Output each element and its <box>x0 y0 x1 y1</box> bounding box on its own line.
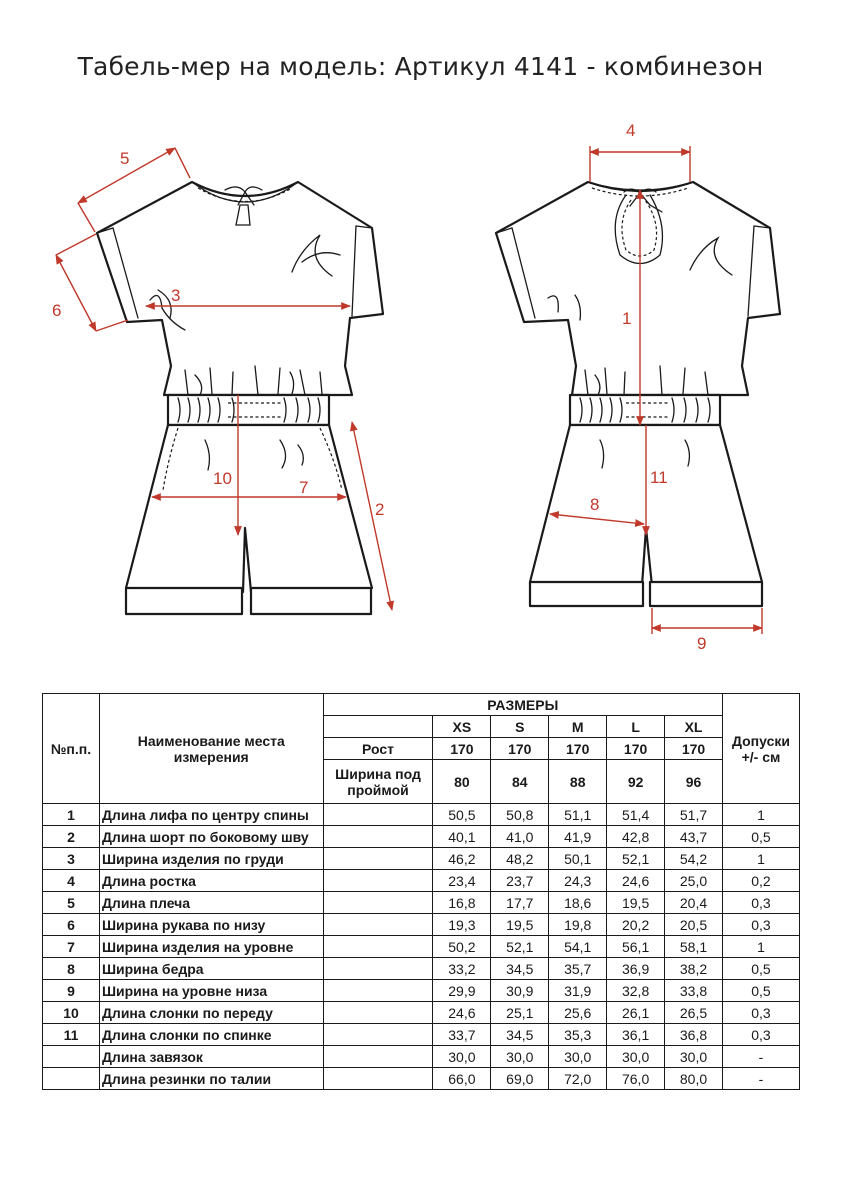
width-label: Ширина под проймой <box>323 760 433 804</box>
row-value: 25,1 <box>491 1002 549 1024</box>
measurement-table <box>42 693 800 1090</box>
row-value: 19,8 <box>549 914 607 936</box>
row-number: 6 <box>43 914 100 936</box>
row-value: 35,7 <box>549 958 607 980</box>
row-number: 11 <box>43 1024 100 1046</box>
height-value: 170 <box>433 738 491 760</box>
row-tolerance: 0,3 <box>722 914 799 936</box>
row-name: Длина ростка <box>99 870 323 892</box>
row-tolerance: - <box>722 1046 799 1068</box>
row-value: 25,6 <box>549 1002 607 1024</box>
row-value: 66,0 <box>433 1068 491 1090</box>
width-value: 92 <box>607 760 665 804</box>
width-value: 84 <box>491 760 549 804</box>
width-value: 88 <box>549 760 607 804</box>
row-value: 19,5 <box>607 892 665 914</box>
row-name: Длина слонки по переду <box>99 1002 323 1024</box>
blank-cell <box>323 826 433 848</box>
row-number: 3 <box>43 848 100 870</box>
table-row <box>43 1068 800 1090</box>
marker-10: 10 <box>213 469 232 488</box>
marker-5: 5 <box>120 149 130 168</box>
row-number <box>43 1046 100 1068</box>
row-number: 8 <box>43 958 100 980</box>
row-value: 51,7 <box>665 804 723 826</box>
row-value: 20,2 <box>607 914 665 936</box>
blank-cell <box>323 1024 433 1046</box>
row-value: 50,5 <box>433 804 491 826</box>
row-number: 2 <box>43 826 100 848</box>
blank-cell <box>323 870 433 892</box>
row-number: 1 <box>43 804 100 826</box>
blank-cell <box>323 716 433 738</box>
row-tolerance: 0,5 <box>722 980 799 1002</box>
width-value: 96 <box>665 760 723 804</box>
row-tolerance: 0,2 <box>722 870 799 892</box>
row-number: 9 <box>43 980 100 1002</box>
row-value: 36,9 <box>607 958 665 980</box>
row-value: 20,4 <box>665 892 723 914</box>
row-value: 46,2 <box>433 848 491 870</box>
row-value: 30,0 <box>549 1046 607 1068</box>
width-value: 80 <box>433 760 491 804</box>
row-name: Длина завязок <box>99 1046 323 1068</box>
blank-cell <box>323 936 433 958</box>
row-value: 20,5 <box>665 914 723 936</box>
row-value: 30,0 <box>433 1046 491 1068</box>
row-value: 30,0 <box>491 1046 549 1068</box>
row-value: 50,8 <box>491 804 549 826</box>
table-row <box>43 804 800 826</box>
size-label: L <box>607 716 665 738</box>
row-value: 52,1 <box>491 936 549 958</box>
row-value: 34,5 <box>491 1024 549 1046</box>
row-value: 16,8 <box>433 892 491 914</box>
blank-cell <box>323 1068 433 1090</box>
row-name: Ширина рукава по низу <box>99 914 323 936</box>
row-number: 4 <box>43 870 100 892</box>
row-number: 10 <box>43 1002 100 1024</box>
row-value: 48,2 <box>491 848 549 870</box>
blank-cell <box>323 980 433 1002</box>
col-header-number: №п.п. <box>43 694 100 804</box>
row-value: 58,1 <box>665 936 723 958</box>
row-tolerance: 0,3 <box>722 1024 799 1046</box>
row-value: 23,4 <box>433 870 491 892</box>
row-tolerance: 0,5 <box>722 826 799 848</box>
row-value: 36,1 <box>607 1024 665 1046</box>
row-value: 33,8 <box>665 980 723 1002</box>
row-tolerance: 1 <box>722 804 799 826</box>
row-name: Длина резинки по талии <box>99 1068 323 1090</box>
row-name: Ширина на уровне низа <box>99 980 323 1002</box>
row-value: 17,7 <box>491 892 549 914</box>
row-value: 50,2 <box>433 936 491 958</box>
front-view-sketch <box>97 182 383 614</box>
row-value: 40,1 <box>433 826 491 848</box>
row-value: 38,2 <box>665 958 723 980</box>
table-row <box>43 870 800 892</box>
marker-3: 3 <box>171 286 181 305</box>
row-value: 36,8 <box>665 1024 723 1046</box>
table-row <box>43 936 800 958</box>
row-tolerance: 1 <box>722 848 799 870</box>
row-value: 25,0 <box>665 870 723 892</box>
row-name: Длина слонки по спинке <box>99 1024 323 1046</box>
row-value: 54,2 <box>665 848 723 870</box>
row-value: 30,0 <box>607 1046 665 1068</box>
row-value: 26,5 <box>665 1002 723 1024</box>
row-value: 32,8 <box>607 980 665 1002</box>
marker-11: 11 <box>650 468 668 487</box>
row-tolerance: 0,3 <box>722 892 799 914</box>
row-name: Ширина бедра <box>99 958 323 980</box>
row-name: Длина шорт по боковому шву <box>99 826 323 848</box>
marker-4: 4 <box>626 121 636 140</box>
row-tolerance: - <box>722 1068 799 1090</box>
blank-cell <box>323 1046 433 1068</box>
col-header-tolerance: Допуски +/- см <box>722 694 799 804</box>
row-value: 24,6 <box>607 870 665 892</box>
row-number: 5 <box>43 892 100 914</box>
row-value: 42,8 <box>607 826 665 848</box>
size-label: S <box>491 716 549 738</box>
row-value: 30,0 <box>665 1046 723 1068</box>
row-name: Длина лифа по центру спины <box>99 804 323 826</box>
table-row <box>43 892 800 914</box>
row-value: 31,9 <box>549 980 607 1002</box>
row-value: 76,0 <box>607 1068 665 1090</box>
row-value: 24,3 <box>549 870 607 892</box>
row-value: 52,1 <box>607 848 665 870</box>
table-row <box>43 1002 800 1024</box>
table-row <box>43 826 800 848</box>
blank-cell <box>323 1002 433 1024</box>
row-value: 30,9 <box>491 980 549 1002</box>
row-value: 54,1 <box>549 936 607 958</box>
table-header-row-1 <box>43 694 800 716</box>
table-row <box>43 958 800 980</box>
row-value: 51,1 <box>549 804 607 826</box>
height-value: 170 <box>491 738 549 760</box>
back-view-sketch <box>496 182 780 606</box>
blank-cell <box>323 804 433 826</box>
row-value: 50,1 <box>549 848 607 870</box>
table-row <box>43 914 800 936</box>
col-header-name: Наименование места измерения <box>99 694 323 804</box>
marker-6: 6 <box>52 301 62 320</box>
row-value: 41,9 <box>549 826 607 848</box>
row-value: 19,3 <box>433 914 491 936</box>
row-value: 43,7 <box>665 826 723 848</box>
row-value: 80,0 <box>665 1068 723 1090</box>
blank-cell <box>323 848 433 870</box>
row-name: Ширина изделия на уровне <box>99 936 323 958</box>
row-value: 69,0 <box>491 1068 549 1090</box>
row-value: 24,6 <box>433 1002 491 1024</box>
table-row <box>43 980 800 1002</box>
row-value: 34,5 <box>491 958 549 980</box>
marker-9: 9 <box>697 634 707 653</box>
row-value: 19,5 <box>491 914 549 936</box>
size-label: M <box>549 716 607 738</box>
row-value: 41,0 <box>491 826 549 848</box>
marker-1: 1 <box>622 309 632 328</box>
row-value: 33,2 <box>433 958 491 980</box>
row-number: 7 <box>43 936 100 958</box>
row-number <box>43 1068 100 1090</box>
row-value: 56,1 <box>607 936 665 958</box>
height-value: 170 <box>549 738 607 760</box>
table-row <box>43 1046 800 1068</box>
size-label: XS <box>433 716 491 738</box>
marker-8: 8 <box>590 495 600 514</box>
row-tolerance: 1 <box>722 936 799 958</box>
blank-cell <box>323 914 433 936</box>
table-row <box>43 1024 800 1046</box>
size-label: XL <box>665 716 723 738</box>
height-value: 170 <box>607 738 665 760</box>
table-row <box>43 848 800 870</box>
row-value: 18,6 <box>549 892 607 914</box>
row-tolerance: 0,5 <box>722 958 799 980</box>
height-label: Рост <box>323 738 433 760</box>
blank-cell <box>323 958 433 980</box>
row-value: 29,9 <box>433 980 491 1002</box>
blank-cell <box>323 892 433 914</box>
row-tolerance: 0,3 <box>722 1002 799 1024</box>
height-value: 170 <box>665 738 723 760</box>
row-value: 51,4 <box>607 804 665 826</box>
marker-7: 7 <box>299 478 309 497</box>
marker-2: 2 <box>375 500 385 519</box>
row-value: 26,1 <box>607 1002 665 1024</box>
page-title: Табель-мер на модель: Артикул 4141 - комбинезон <box>77 52 764 81</box>
row-value: 72,0 <box>549 1068 607 1090</box>
row-value: 33,7 <box>433 1024 491 1046</box>
row-name: Длина плеча <box>99 892 323 914</box>
row-value: 23,7 <box>491 870 549 892</box>
sizes-header: РАЗМЕРЫ <box>323 694 722 716</box>
row-value: 35,3 <box>549 1024 607 1046</box>
row-name: Ширина изделия по груди <box>99 848 323 870</box>
